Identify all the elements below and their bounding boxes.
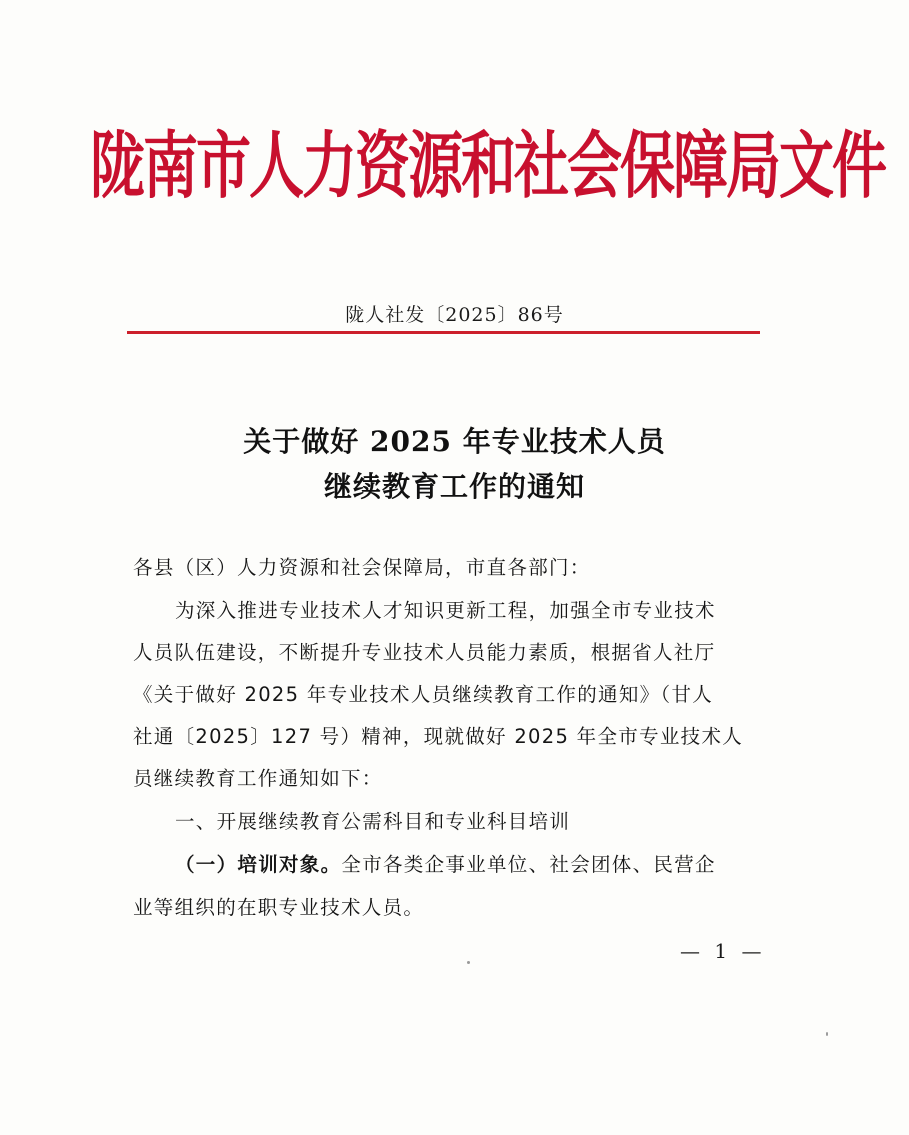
paragraph-line: 员继续教育工作通知如下： xyxy=(133,767,383,790)
paragraph-line: 人员队伍建设，不断提升专业技术人员能力素质，根据省人社厅 xyxy=(133,641,716,664)
paragraph-line: 为深入推进专业技术人才知识更新工程，加强全市专业技术 xyxy=(175,599,716,622)
notice-title-line-1: 关于做好 2025 年专业技术人员 xyxy=(243,425,666,458)
page-number: — 1 — xyxy=(680,939,766,963)
agency-header-title: 陇南市人力资源和社会保障局文件 xyxy=(90,122,886,209)
notice-title-line-2: 继续教育工作的通知 xyxy=(323,470,585,503)
item-text: 全市各类企事业单位、社会团体、民营企 xyxy=(341,853,716,876)
item-label: （一）培训对象。 xyxy=(175,853,342,876)
document-number: 陇人社发〔2025〕86号 xyxy=(345,304,564,326)
paragraph-line: 社通〔2025〕127 号）精神，现就做好 2025 年全市专业技术人 xyxy=(133,725,744,748)
addressee-line: 各县（区）人力资源和社会保障局，市直各部门： xyxy=(133,556,591,579)
scan-speck xyxy=(467,961,470,964)
red-separator-line xyxy=(127,331,760,334)
scan-speck xyxy=(826,1032,828,1036)
item-line xyxy=(175,849,716,877)
item-line-continuation: 业等组织的在职专业技术人员。 xyxy=(133,896,425,919)
paragraph-line: 《关于做好 2025 年专业技术人员继续教育工作的通知》（甘人 xyxy=(133,683,714,706)
section-heading: 一、开展继续教育公需科目和专业科目培训 xyxy=(175,810,571,833)
